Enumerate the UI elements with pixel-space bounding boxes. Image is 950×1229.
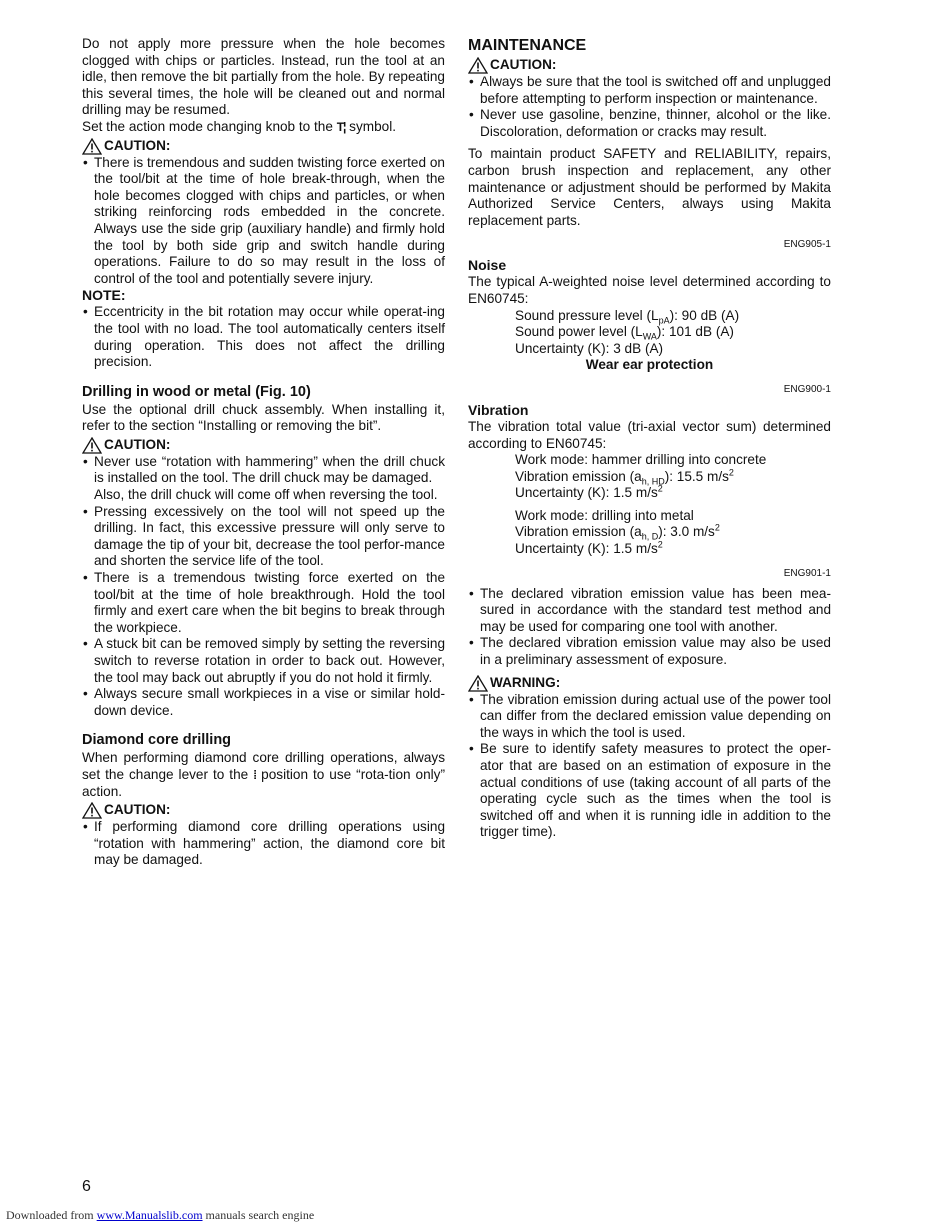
noise-heading: Noise [468, 257, 507, 274]
list-item: • The vibration emission during actual use of the power tool can differ from the declared emission value depending on the ways in which the tool is used. [468, 692, 831, 742]
sound-power-level [515, 324, 831, 341]
caution-list [468, 74, 831, 140]
warning-triangle-icon [468, 675, 488, 692]
caution-label: CAUTION: [104, 802, 171, 818]
spl-sub: pA [658, 315, 670, 326]
warning-triangle-icon [82, 138, 102, 155]
unc-value: Uncertainty (K): 1.5 m/s [515, 541, 658, 557]
spl-text: Sound pressure level (L [515, 307, 659, 323]
em-sup: 2 [728, 467, 734, 478]
list-item-text: Also, the drill chuck will come off when reversing the tool. [94, 487, 438, 503]
caution-heading [82, 802, 445, 819]
wood-paragraph: Use the optional drill chuck assembly. When installing it, refer to the section “Installing or removing the bit”. [82, 401, 445, 434]
unc-value: Uncertainty (K): 1.5 m/s [515, 485, 658, 501]
em-text: Vibration emission (a [515, 524, 642, 540]
ref-code: ENG905-1 [783, 239, 831, 251]
caution-label: CAUTION: [104, 437, 171, 453]
caution-list [82, 819, 445, 869]
warning-triangle-icon [82, 802, 102, 819]
warning-list [468, 692, 831, 841]
swl-sub: WA [642, 331, 657, 342]
diamond-paragraph [82, 750, 445, 800]
vibration-list [468, 586, 831, 669]
warning-label: WARNING: [490, 674, 561, 690]
section-heading-diamond: Diamond core drilling [82, 732, 232, 749]
warning-heading [468, 675, 831, 692]
em-sub: h, D [641, 532, 659, 543]
spl-value: ): 90 dB (A) [669, 307, 740, 323]
list-item-text: Never use “rotation with hammering” when the drill chuck is installed on the tool. The drill chuck may be damaged. [94, 453, 445, 486]
vibration-uncertainty [515, 541, 831, 558]
swl-text: Sound power level (L [515, 324, 643, 340]
diamond-text: When performing diamond core drilling operations, always set the change lever to the [82, 750, 445, 782]
list-item: • The declared vibration emission value has been mea-sured in accordance with the standard test method and may be used for comparing one tool with another. [468, 586, 831, 636]
action-mode-text: Set the action mode changing knob to the [82, 118, 333, 134]
caution-label: CAUTION: [104, 137, 171, 153]
caution-list [82, 155, 445, 288]
vibration-mode-1 [468, 452, 831, 502]
action-mode-paragraph [82, 119, 445, 136]
ref-code: ENG900-1 [783, 383, 831, 395]
download-footer [6, 1208, 314, 1223]
em-sub: h, HD [641, 476, 665, 487]
vibration-paragraph: The vibration total value (tri-axial vector sum) determined according to EN60745: [468, 418, 831, 451]
list-item: • Always secure small workpieces in a vise or similar hold-down device. [82, 686, 445, 719]
warning-triangle-icon [82, 437, 102, 454]
action-mode-text-end: symbol. [349, 118, 397, 134]
sound-pressure-level [515, 308, 831, 325]
noise-uncertainty: Uncertainty (K): 3 dB (A) [515, 340, 664, 356]
ref-code: ENG901-1 [783, 567, 831, 579]
noise-values [468, 308, 831, 358]
em-sup: 2 [714, 522, 720, 533]
list-item: • Be sure to identify safety measures to protect the oper-ator that are based on an estimation of exposure in the actual conditions of use (taking account of all parts of the operating cycle such as the times when the tool is switched off and when it is running idle in addition to the trigger time). [468, 741, 831, 841]
caution-heading [82, 138, 445, 155]
maintenance-heading: MAINTENANCE [468, 37, 587, 54]
list-item: • There is a tremendous twisting force exerted on the tool/bit at the time of hole breakthrough. Hold the tool firmly and exert care when the bit begins to break through the workpiece. [82, 570, 445, 636]
diamond-text-end: position to use “rota-tion only” action. [82, 766, 446, 799]
list-item [82, 454, 445, 504]
em-value: ): 15.5 m/s [664, 468, 729, 484]
work-mode: Work mode: drilling into metal [515, 507, 694, 523]
list-item: • Never use gasoline, benzine, thinner, alcohol or the like. Discoloration, deformation or cracks may result. [468, 107, 831, 140]
list-item: • The declared vibration emission value may also be used in a preliminary assessment of exposure. [468, 635, 831, 668]
ear-protection-note: Wear ear protection [585, 357, 714, 373]
note-list [82, 304, 445, 370]
manualslib-link[interactable]: www.Manualslib.com [96, 1208, 203, 1222]
page-number: 6 [82, 1178, 91, 1195]
warning-triangle-icon [468, 57, 488, 74]
hammer-drill-symbol-icon: T¦ [336, 119, 346, 134]
right-column [468, 36, 831, 841]
left-column [82, 36, 445, 869]
vibration-heading: Vibration [468, 401, 529, 418]
vibration-mode-2 [468, 508, 831, 558]
list-item: • A stuck bit can be removed simply by setting the reversing switch to reverse rotation in order to back out. However, the tool may back out abruptly if you do not hold it firmly. [82, 636, 445, 686]
list-item: • Pressing excessively on the tool will not speed up the drilling. In fact, this excessive pressure will only serve to damage the tip of your bit, decrease the tool perfor-mance and shorten the service life of the tool. [82, 504, 445, 570]
caution-label: CAUTION: [490, 57, 557, 73]
list-item: • If performing diamond core drilling operations using “rotation with hammering” action, the diamond core bit may be damaged. [82, 819, 445, 869]
noise-paragraph: The typical A-weighted noise level determined according to EN60745: [468, 274, 831, 306]
swl-value: ): 101 dB (A) [656, 324, 734, 340]
list-item: • Eccentricity in the bit rotation may occur while operat-ing the tool with no load. The tool automatically centers itself during operation. This does not affect the drilling precision. [82, 304, 445, 370]
vibration-uncertainty [515, 485, 831, 502]
caution-list [82, 454, 445, 720]
caution-heading [82, 437, 445, 454]
rotation-only-symbol-icon: ⁞ [253, 767, 257, 782]
unc-sup: 2 [657, 483, 663, 494]
footer-suffix: manuals search engine [205, 1208, 315, 1222]
em-value: ): 3.0 m/s [658, 524, 715, 540]
vibration-emission [515, 524, 831, 541]
caution-heading [468, 57, 831, 74]
unc-sup: 2 [657, 539, 663, 550]
vibration-emission [515, 469, 831, 486]
intro-paragraph: Do not apply more pressure when the hole becomes clogged with chips or particles. Instead, run the tool at an idle, then remove the bit partially from the hole. By repeating this several times, the hole will be cleaned out and normal drilling may be resumed. [82, 36, 445, 118]
list-item: • There is tremendous and sudden twisting force exerted on the tool/bit at the time of hole break-through, when the hole becomes clogged with chips and particles, or when striking reinforcing rods embedded in the concrete. Always use the side grip (auxiliary handle) and firmly hold the tool by both side grip and switch handle during operations. Failure to do so may result in the loss of control of the tool and potentially severe injury. [82, 155, 445, 288]
work-mode: Work mode: hammer drilling into concrete [515, 452, 767, 468]
footer-prefix: Downloaded from [6, 1208, 94, 1222]
section-heading-wood-metal: Drilling in wood or metal (Fig. 10) [82, 383, 311, 400]
maintenance-paragraph: To maintain product SAFETY and RELIABILITY, repairs, carbon brush inspection and replacement, any other maintenance or adjustment should be performed by Makita Authorized Service Centers, always using Makita replacement parts. [468, 146, 831, 228]
em-text: Vibration emission (a [515, 468, 642, 484]
note-label: NOTE: [82, 287, 126, 304]
list-item: • Always be sure that the tool is switched off and unplugged before attempting to perform inspection or maintenance. [468, 74, 831, 107]
